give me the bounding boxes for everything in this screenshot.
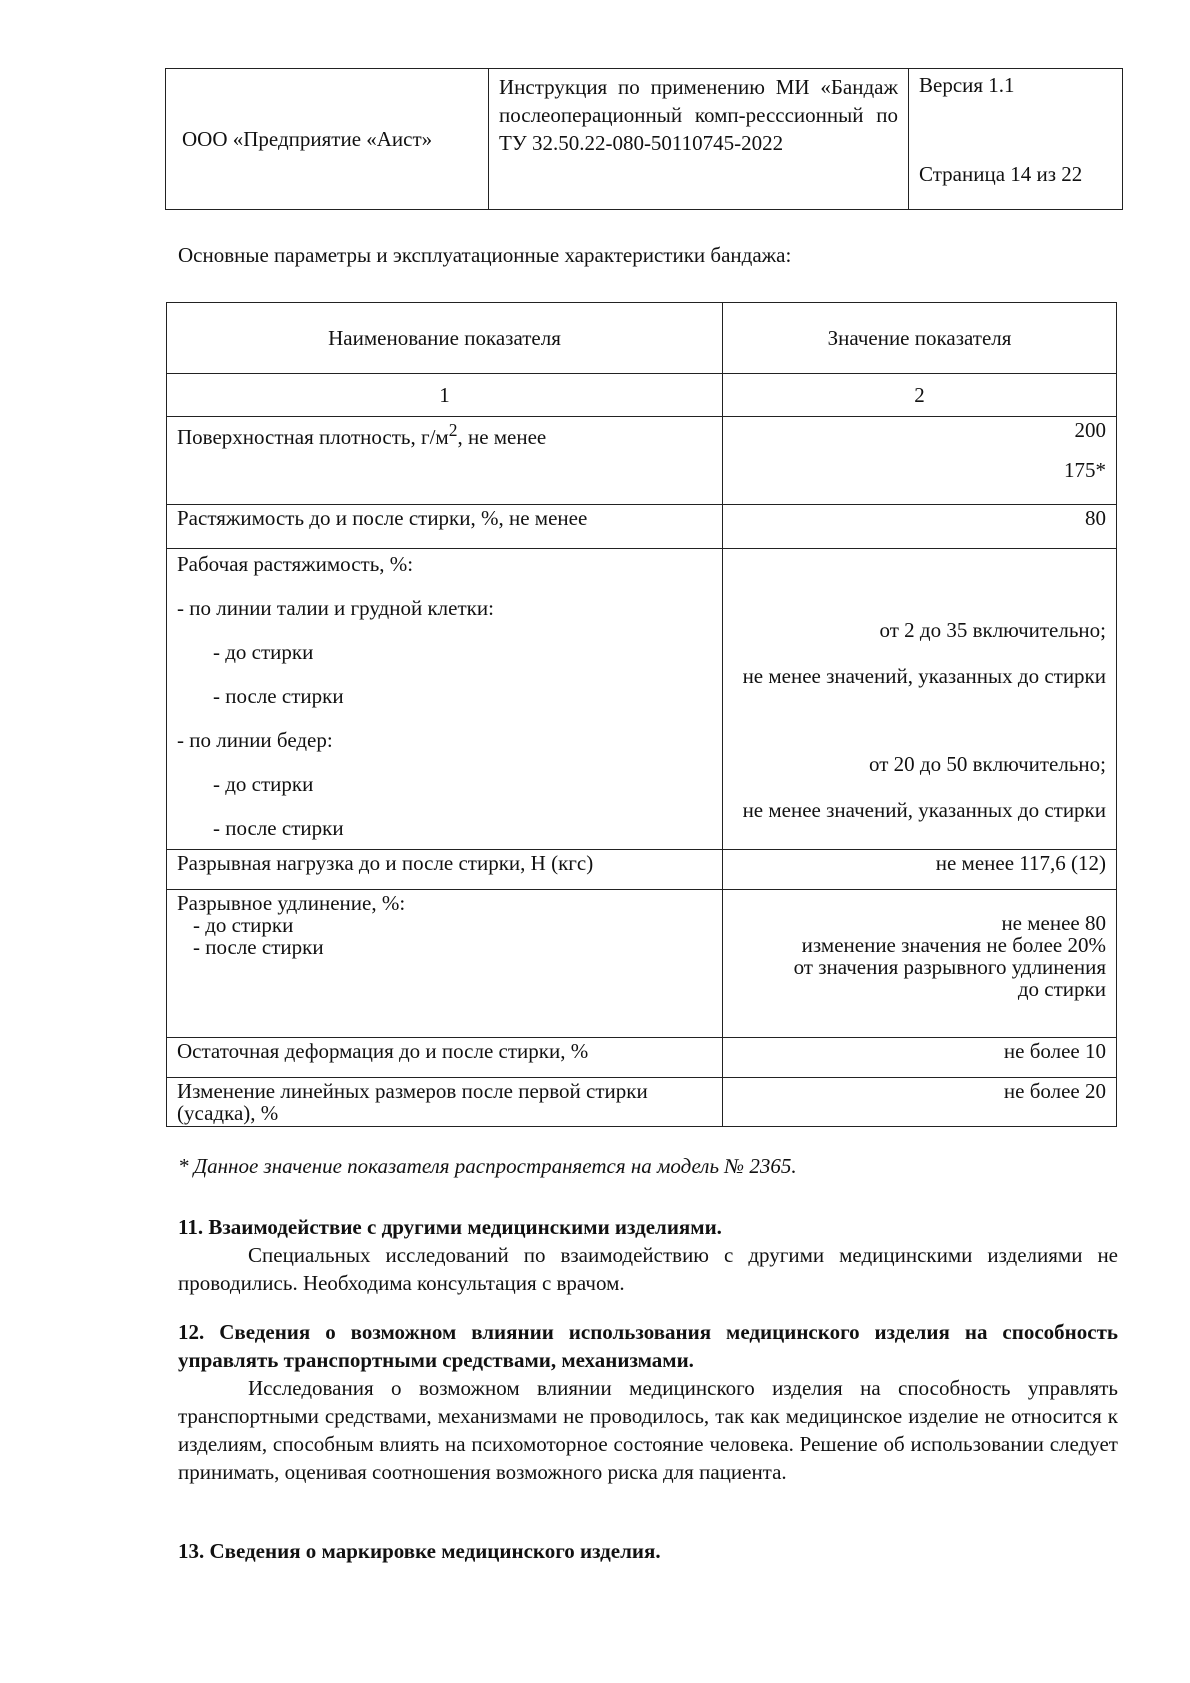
col-number: 1 [167,374,723,417]
param-name: Растяжимость до и после стирки, %, не менее [167,505,723,549]
param-value: 200 [1074,418,1106,442]
section-13 [178,1537,1118,1565]
param-value: не менее 80 [1001,911,1106,935]
version-label: Версия 1.1 [919,73,1015,97]
table-row [167,850,1117,890]
table-row [167,1078,1117,1127]
param-subname: - по линии бедер: [177,728,333,752]
param-value: не более 10 [723,1038,1117,1078]
document-header [165,68,1123,210]
table-row [167,890,1117,1038]
parameters-table [166,302,1117,1127]
param-subname: - после стирки [193,935,324,959]
param-value: 175* [1064,458,1106,482]
param-value: не более 20 [723,1078,1117,1127]
table-row [167,417,1117,505]
param-name: Разрывная нагрузка до и после стирки, Н (кгс) [167,850,723,890]
document-title: Инструкция по применению МИ «Бандаж послеоперационный комп-ресссионный по ТУ 32.50.22-080-50110745-2022 [489,69,909,209]
param-name: Изменение линейных размеров после первой стирки (усадка), % [167,1078,723,1127]
param-name: Поверхностная плотность, $г/м^2$, не менее [177,420,547,449]
param-value: до стирки [1017,977,1106,1001]
param-value: от 20 до 50 включительно; [869,752,1106,776]
param-name: Остаточная деформация до и после стирки, % [167,1038,723,1078]
param-name: Разрывное удлинение, %: [177,891,406,915]
section-title: 13. Сведения о маркировке медицинского изделия. [178,1539,661,1563]
col-header-name: Наименование показателя [167,303,723,374]
section-text: Специальных исследований по взаимодействию с другими медицинскими изделиями не проводились. Необходима консультация с врачом. [178,1243,1118,1295]
col-number: 2 [723,374,1117,417]
section-title: 12. Сведения о возможном влиянии использования медицинского изделия на способность управлять транспортными средствами, механизмами. [178,1320,1118,1372]
table-row [167,1038,1117,1078]
param-subname: - до стирки [193,913,294,937]
company-name: ООО «Предприятие «Аист» [166,69,489,209]
param-subname: - после стирки [213,684,344,708]
col-header-value: Значение показателя [723,303,1117,374]
table-intro: Основные параметры и эксплуатационные характеристики бандажа: [178,243,792,267]
param-subname: - до стирки [213,772,314,796]
section-text: Исследования о возможном влиянии медицинского изделия на способность управлять транспортными средствами, механизмами не проводилось, так как медицинское изделие не относится к изделиям, способным влиять на психомоторное состояние человека. Решение об использовании следует принимать, оценивая соотношения возможного риска для пациента. [178,1376,1118,1484]
section-12 [178,1318,1118,1486]
param-subname: - до стирки [213,640,314,664]
param-subname: - после стирки [213,816,344,840]
table-footnote: * Данное значение показателя распространяется на модель № 2365. [178,1154,797,1178]
param-value: от 2 до 35 включительно; [879,618,1106,642]
param-value: не менее значений, указанных до стирки [742,798,1106,822]
param-value: от значения разрывного удлинения [793,955,1106,979]
param-value: 80 [723,505,1117,549]
section-11 [178,1213,1118,1297]
table-row [167,549,1117,850]
param-value: не менее значений, указанных до стирки [742,664,1106,688]
param-subname: - по линии талии и грудной клетки: [177,596,494,620]
page-number: Страница 14 из 22 [919,162,1083,186]
section-title: 11. Взаимодействие с другими медицинскими изделиями. [178,1215,722,1239]
param-name: Рабочая растяжимость, %: [177,552,414,576]
table-row [167,505,1117,549]
param-value: изменение значения не более 20% [801,933,1106,957]
param-value: не менее 117,6 (12) [723,850,1117,890]
